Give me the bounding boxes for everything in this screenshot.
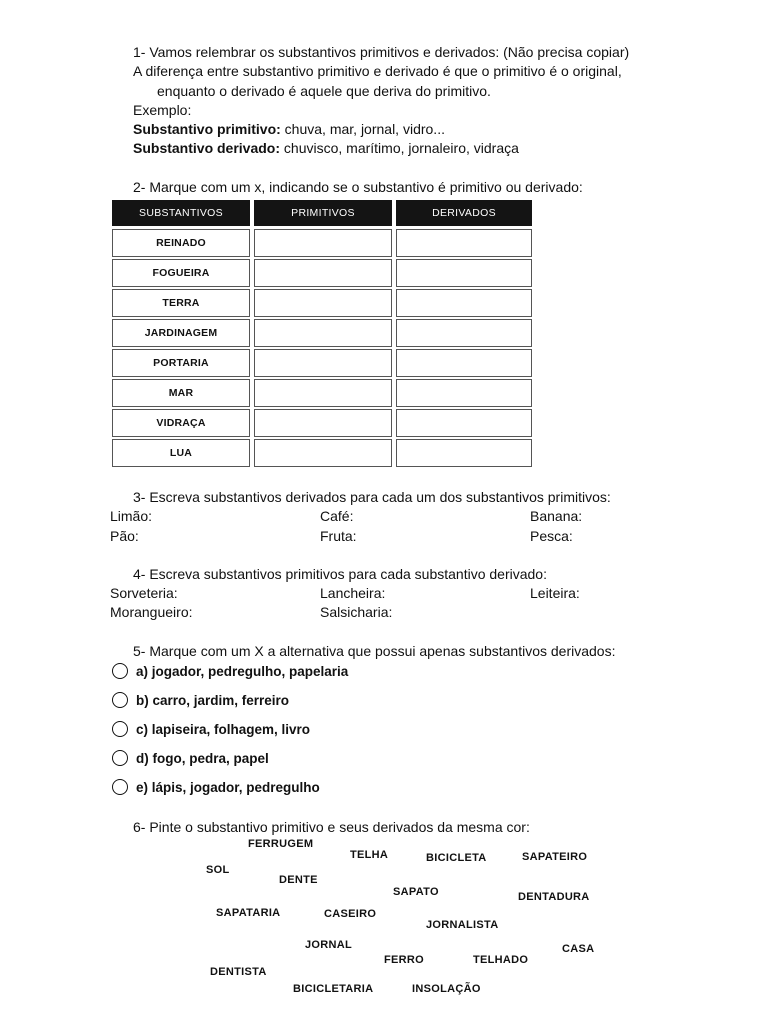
primitive-checkbox-cell[interactable] xyxy=(254,439,392,467)
word-cell: FOGUEIRA xyxy=(112,259,250,287)
derived-checkbox-cell[interactable] xyxy=(396,319,532,347)
derived-checkbox-cell[interactable] xyxy=(396,379,532,407)
word-cell: MAR xyxy=(112,379,250,407)
q6-heading: 6- Pinte o substantivo primitivo e seus derivados da mesma cor: xyxy=(133,819,530,835)
q3-item-banana: Banana: xyxy=(530,508,583,524)
q1-primitive-example xyxy=(133,120,445,138)
radio-circle-icon[interactable] xyxy=(112,750,128,766)
q4-item-sorveteria: Sorveteria: xyxy=(110,585,178,601)
word-sapato[interactable]: SAPATO xyxy=(393,886,439,898)
q4-item-lancheira: Lancheira: xyxy=(320,585,386,601)
word-ferrugem[interactable]: FERRUGEM xyxy=(248,838,314,850)
word-telhado[interactable]: TELHADO xyxy=(473,954,529,966)
header-primitivos: PRIMITIVOS xyxy=(254,200,392,226)
derived-checkbox-cell[interactable] xyxy=(396,349,532,377)
primitive-checkbox-cell[interactable] xyxy=(254,379,392,407)
word-cell: LUA xyxy=(112,439,250,467)
q3-item-pesca: Pesca: xyxy=(530,528,573,544)
word-bicicleta[interactable]: BICICLETA xyxy=(426,852,487,864)
word-sapateiro[interactable]: SAPATEIRO xyxy=(522,851,588,863)
primitive-label: Substantivo primitivo: xyxy=(133,121,281,137)
primitive-checkbox-cell[interactable] xyxy=(254,349,392,377)
word-cell: REINADO xyxy=(112,229,250,257)
q3-heading: 3- Escreva substantivos derivados para cada um dos substantivos primitivos: xyxy=(133,489,611,505)
word-bicicletaria[interactable]: BICICLETARIA xyxy=(293,983,374,995)
header-derivados: DERIVADOS xyxy=(396,200,532,226)
q3-item-cafe: Café: xyxy=(320,508,354,524)
radio-circle-icon[interactable] xyxy=(112,663,128,679)
word-sapataria[interactable]: SAPATARIA xyxy=(216,907,281,919)
primitive-checkbox-cell[interactable] xyxy=(254,319,392,347)
word-casa[interactable]: CASA xyxy=(562,943,595,955)
word-cell: VIDRAÇA xyxy=(112,409,250,437)
q1-text-line1: A diferença entre substantivo primitivo e derivado é que o primitivo é o original, xyxy=(133,63,622,79)
header-substantivos: SUBSTANTIVOS xyxy=(112,200,250,226)
primitive-checkbox-cell[interactable] xyxy=(254,289,392,317)
option-d-label: d) fogo, pedra, papel xyxy=(136,750,269,766)
radio-circle-icon[interactable] xyxy=(112,692,128,708)
q1-text-line2: enquanto o derivado é aquele que deriva do primitivo. xyxy=(157,83,491,99)
q4-heading: 4- Escreva substantivos primitivos para cada substantivo derivado: xyxy=(133,566,547,582)
word-ferro[interactable]: FERRO xyxy=(384,954,424,966)
word-jornal[interactable]: JORNAL xyxy=(305,939,353,951)
word-insolacao[interactable]: INSOLAÇÃO xyxy=(412,983,481,995)
derived-checkbox-cell[interactable] xyxy=(396,439,532,467)
option-a[interactable] xyxy=(112,661,348,681)
word-dente[interactable]: DENTE xyxy=(279,874,318,886)
q4-item-leiteira: Leiteira: xyxy=(530,585,580,601)
word-caseiro[interactable]: CASEIRO xyxy=(324,908,377,920)
radio-circle-icon[interactable] xyxy=(112,721,128,737)
q3-item-limao: Limão: xyxy=(110,508,153,524)
q1-derived-example xyxy=(133,139,519,157)
word-cell: JARDINAGEM xyxy=(112,319,250,347)
option-c-label: c) lapiseira, folhagem, livro xyxy=(136,721,311,737)
derived-label: Substantivo derivado: xyxy=(133,140,281,156)
q2-heading: 2- Marque com um x, indicando se o substantivo é primitivo ou derivado: xyxy=(133,179,583,195)
option-a-label: a) jogador, pedregulho, papelaria xyxy=(136,663,349,679)
option-e[interactable] xyxy=(112,777,320,797)
primitive-values: chuva, mar, jornal, vidro... xyxy=(280,121,445,137)
q5-heading: 5- Marque com um X a alternativa que possui apenas substantivos derivados: xyxy=(133,643,616,659)
option-b[interactable] xyxy=(112,690,289,710)
q4-item-morangueiro: Morangueiro: xyxy=(110,604,193,620)
derived-checkbox-cell[interactable] xyxy=(396,289,532,317)
word-cell: PORTARIA xyxy=(112,349,250,377)
q3-item-pao: Pão: xyxy=(110,528,139,544)
radio-circle-icon[interactable] xyxy=(112,779,128,795)
primitive-checkbox-cell[interactable] xyxy=(254,409,392,437)
primitive-checkbox-cell[interactable] xyxy=(254,259,392,287)
word-dentadura[interactable]: DENTADURA xyxy=(518,891,590,903)
word-telha[interactable]: TELHA xyxy=(350,849,389,861)
option-d[interactable] xyxy=(112,748,269,768)
primitive-checkbox-cell[interactable] xyxy=(254,229,392,257)
option-e-label: e) lápis, jogador, pedregulho xyxy=(136,779,320,795)
q1-example-label: Exemplo: xyxy=(133,102,192,118)
derived-values: chuvisco, marítimo, jornaleiro, vidraça xyxy=(280,140,519,156)
q1-heading: 1- Vamos relembrar os substantivos primitivos e derivados: (Não precisa copiar) xyxy=(133,44,630,60)
word-jornalista[interactable]: JORNALISTA xyxy=(426,919,499,931)
derived-checkbox-cell[interactable] xyxy=(396,409,532,437)
derived-checkbox-cell[interactable] xyxy=(396,259,532,287)
q3-item-fruta: Fruta: xyxy=(320,528,357,544)
option-b-label: b) carro, jardim, ferreiro xyxy=(136,692,290,708)
q4-item-salsicharia: Salsicharia: xyxy=(320,604,393,620)
option-c[interactable] xyxy=(112,719,310,739)
derived-checkbox-cell[interactable] xyxy=(396,229,532,257)
word-cell: TERRA xyxy=(112,289,250,317)
word-sol[interactable]: SOL xyxy=(206,864,230,876)
word-dentista[interactable]: DENTISTA xyxy=(210,966,267,978)
